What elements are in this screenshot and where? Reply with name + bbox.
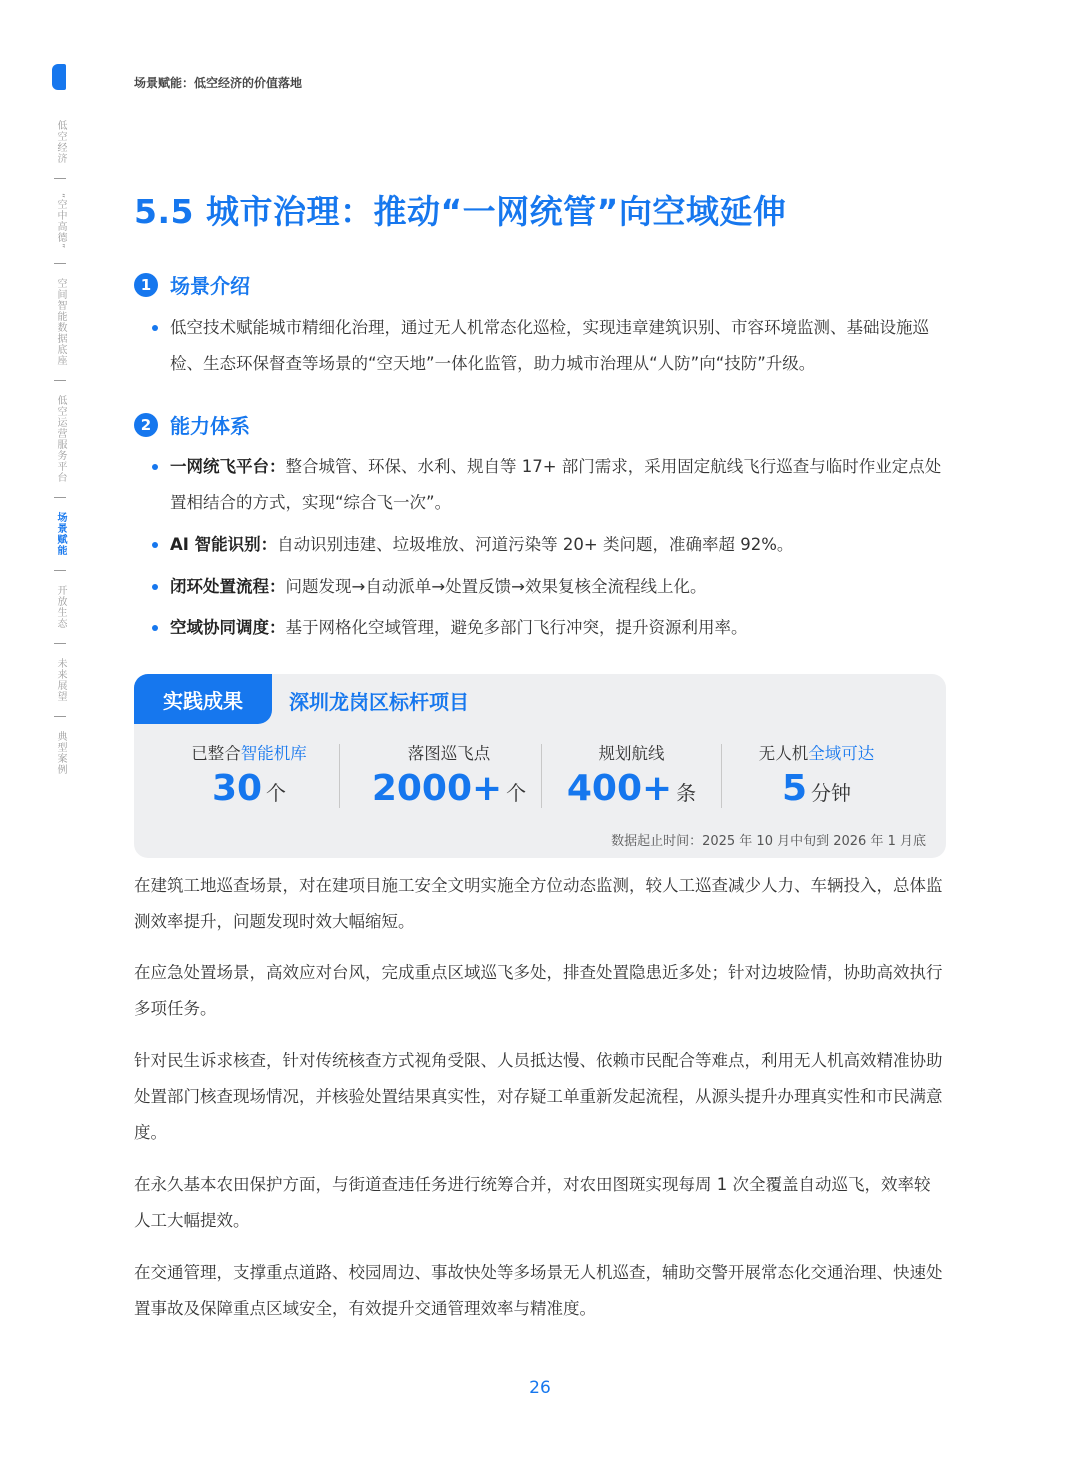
- side-nav-item-low-altitude-economy[interactable]: 低空经济: [55, 120, 66, 164]
- data-period-note: 数据起止时间：2025 年 10 月中旬到 2026 年 1 月底: [611, 834, 926, 849]
- stat-label: 已整合: [191, 744, 241, 763]
- bullet-item: [152, 449, 952, 521]
- body-paragraph: 在应急处置场景，高效应对台风，完成重点区域巡飞多处，排查处置隐患近多处；针对边坡险情，协助高效执行多项任务。: [134, 963, 943, 1018]
- stat-value: 30: [211, 768, 263, 809]
- body-paragraph: 针对民生诉求核查，针对传统核查方式视角受限、人员抵达慢、依赖市民配合等难点，利用无人机高效精准协助处置部门核查现场情况，并核验处置结果真实性，对存疑工单重新发起流程，从源头提升办理真实性和市民满意度。: [134, 1051, 943, 1142]
- stat-unit: 个: [266, 781, 287, 805]
- stat-unit: 个: [506, 781, 527, 805]
- bullet-item: [152, 527, 952, 563]
- subheading-label: 场景介绍: [170, 274, 250, 298]
- stat-unit: 条: [676, 781, 697, 805]
- body-paragraph: 在永久基本农田保护方面，与街道查违任务进行统筹合并，对农田图斑实现每周 1 次全覆盖自动巡飞，效率较人工大幅提效。: [134, 1175, 931, 1230]
- bullet-bold-label: AI 智能识别：: [170, 535, 278, 554]
- side-nav-item-sky-map[interactable]: “空中高德”: [55, 193, 66, 250]
- stat-label-highlight: 智能机库: [240, 744, 307, 763]
- bullet-text: 低空技术赋能城市精细化治理，通过无人机常态化巡检，实现违章建筑识别、市容环境监测、基础设施巡检、生态环保督查等场景的“空天地”一体化监管，助力城市治理从“人防”向“技防”升级。: [170, 318, 929, 373]
- stat-value: 2000+: [371, 768, 503, 809]
- stat-divider: [541, 744, 542, 808]
- number-badge: 2: [134, 413, 158, 437]
- side-tab-marker: [52, 64, 66, 90]
- side-nav-item-open-ecosystem[interactable]: 开放生态: [55, 585, 66, 630]
- stat-flight-routes: [554, 740, 709, 809]
- number-badge: 1: [134, 273, 158, 297]
- bullet-item: [152, 310, 952, 382]
- bullet-bold-label: 空域协同调度：: [170, 618, 286, 637]
- side-nav-item-operation-platform[interactable]: 低空运营服务平台: [55, 395, 66, 484]
- side-nav-divider: [54, 643, 66, 644]
- body-paragraph: 在交通管理，支撑重点道路、校园周边、事故快处等多场景无人机巡查，辅助交警开展常态化交通治理、快速处置事故及保障重点区域安全，有效提升交通管理效率与精准度。: [134, 1263, 943, 1318]
- side-nav-item-spatial-data-base[interactable]: 空间智能数据底座: [55, 278, 66, 367]
- subheading-capability: [134, 410, 250, 439]
- stat-value: 5: [781, 768, 808, 809]
- side-nav-item-scenario-empowerment[interactable]: 场景赋能: [55, 512, 66, 557]
- side-nav-divider: [54, 263, 66, 264]
- body-paragraph: 在建筑工地巡查场景，对在建项目施工安全文明实施全方位动态监测，较人工巡查减少人力、车辆投入，总体监测效率提升，问题发现时效大幅缩短。: [134, 876, 943, 931]
- bullet-item: [152, 569, 952, 605]
- side-nav: [50, 120, 70, 775]
- bullet-text: 基于网格化空域管理，避免多部门飞行冲突，提升资源利用率。: [285, 618, 748, 637]
- side-nav-divider: [54, 497, 66, 498]
- side-nav-divider: [54, 380, 66, 381]
- running-header: 场景赋能：低空经济的价值落地: [134, 76, 303, 90]
- stat-patrol-points: [354, 740, 544, 809]
- bullet-bold-label: 一网统飞平台：: [170, 457, 286, 476]
- side-nav-divider: [54, 570, 66, 571]
- results-card: [134, 674, 946, 858]
- stat-label-highlight: 全域可达: [808, 744, 875, 763]
- side-nav-item-future-outlook[interactable]: 未来展望: [55, 658, 66, 703]
- stat-label: 规划航线: [598, 744, 665, 763]
- bullet-item: [152, 610, 952, 646]
- card-title: 深圳龙岗区标杆项目: [289, 690, 469, 714]
- bullet-text: 问题发现→自动派单→处置反馈→效果复核全流程线上化。: [285, 577, 707, 596]
- bullet-text: 整合城管、环保、水利、规自等 17+ 部门需求，采用固定航线飞行巡查与临时作业定点处置相结合的方式，实现“综合飞一次”。: [170, 457, 942, 512]
- stat-label: 无人机: [758, 744, 809, 763]
- subheading-scenario: [134, 270, 250, 299]
- stat-drone-hangars: [164, 740, 334, 809]
- stat-value: 400+: [566, 768, 673, 809]
- subheading-label: 能力体系: [170, 414, 250, 438]
- stat-divider: [339, 744, 340, 808]
- bullet-text: 自动识别违建、垃圾堆放、河道污染等 20+ 类问题，准确率超 92%。: [277, 535, 794, 554]
- stat-label: 落图巡飞点: [407, 744, 491, 763]
- side-nav-item-typical-cases[interactable]: 典型案例: [55, 731, 66, 776]
- card-tag: 实践成果: [134, 674, 272, 724]
- section-title: 5.5 城市治理：推动“一网统管”向空域延伸: [134, 192, 787, 231]
- bullet-bold-label: 闭环处置流程：: [170, 577, 286, 596]
- stat-divider: [721, 744, 722, 808]
- stat-full-coverage: [734, 740, 899, 809]
- side-nav-divider: [54, 716, 66, 717]
- page-number: 26: [529, 1378, 551, 1398]
- stat-unit: 分钟: [811, 781, 852, 805]
- side-nav-divider: [54, 178, 66, 179]
